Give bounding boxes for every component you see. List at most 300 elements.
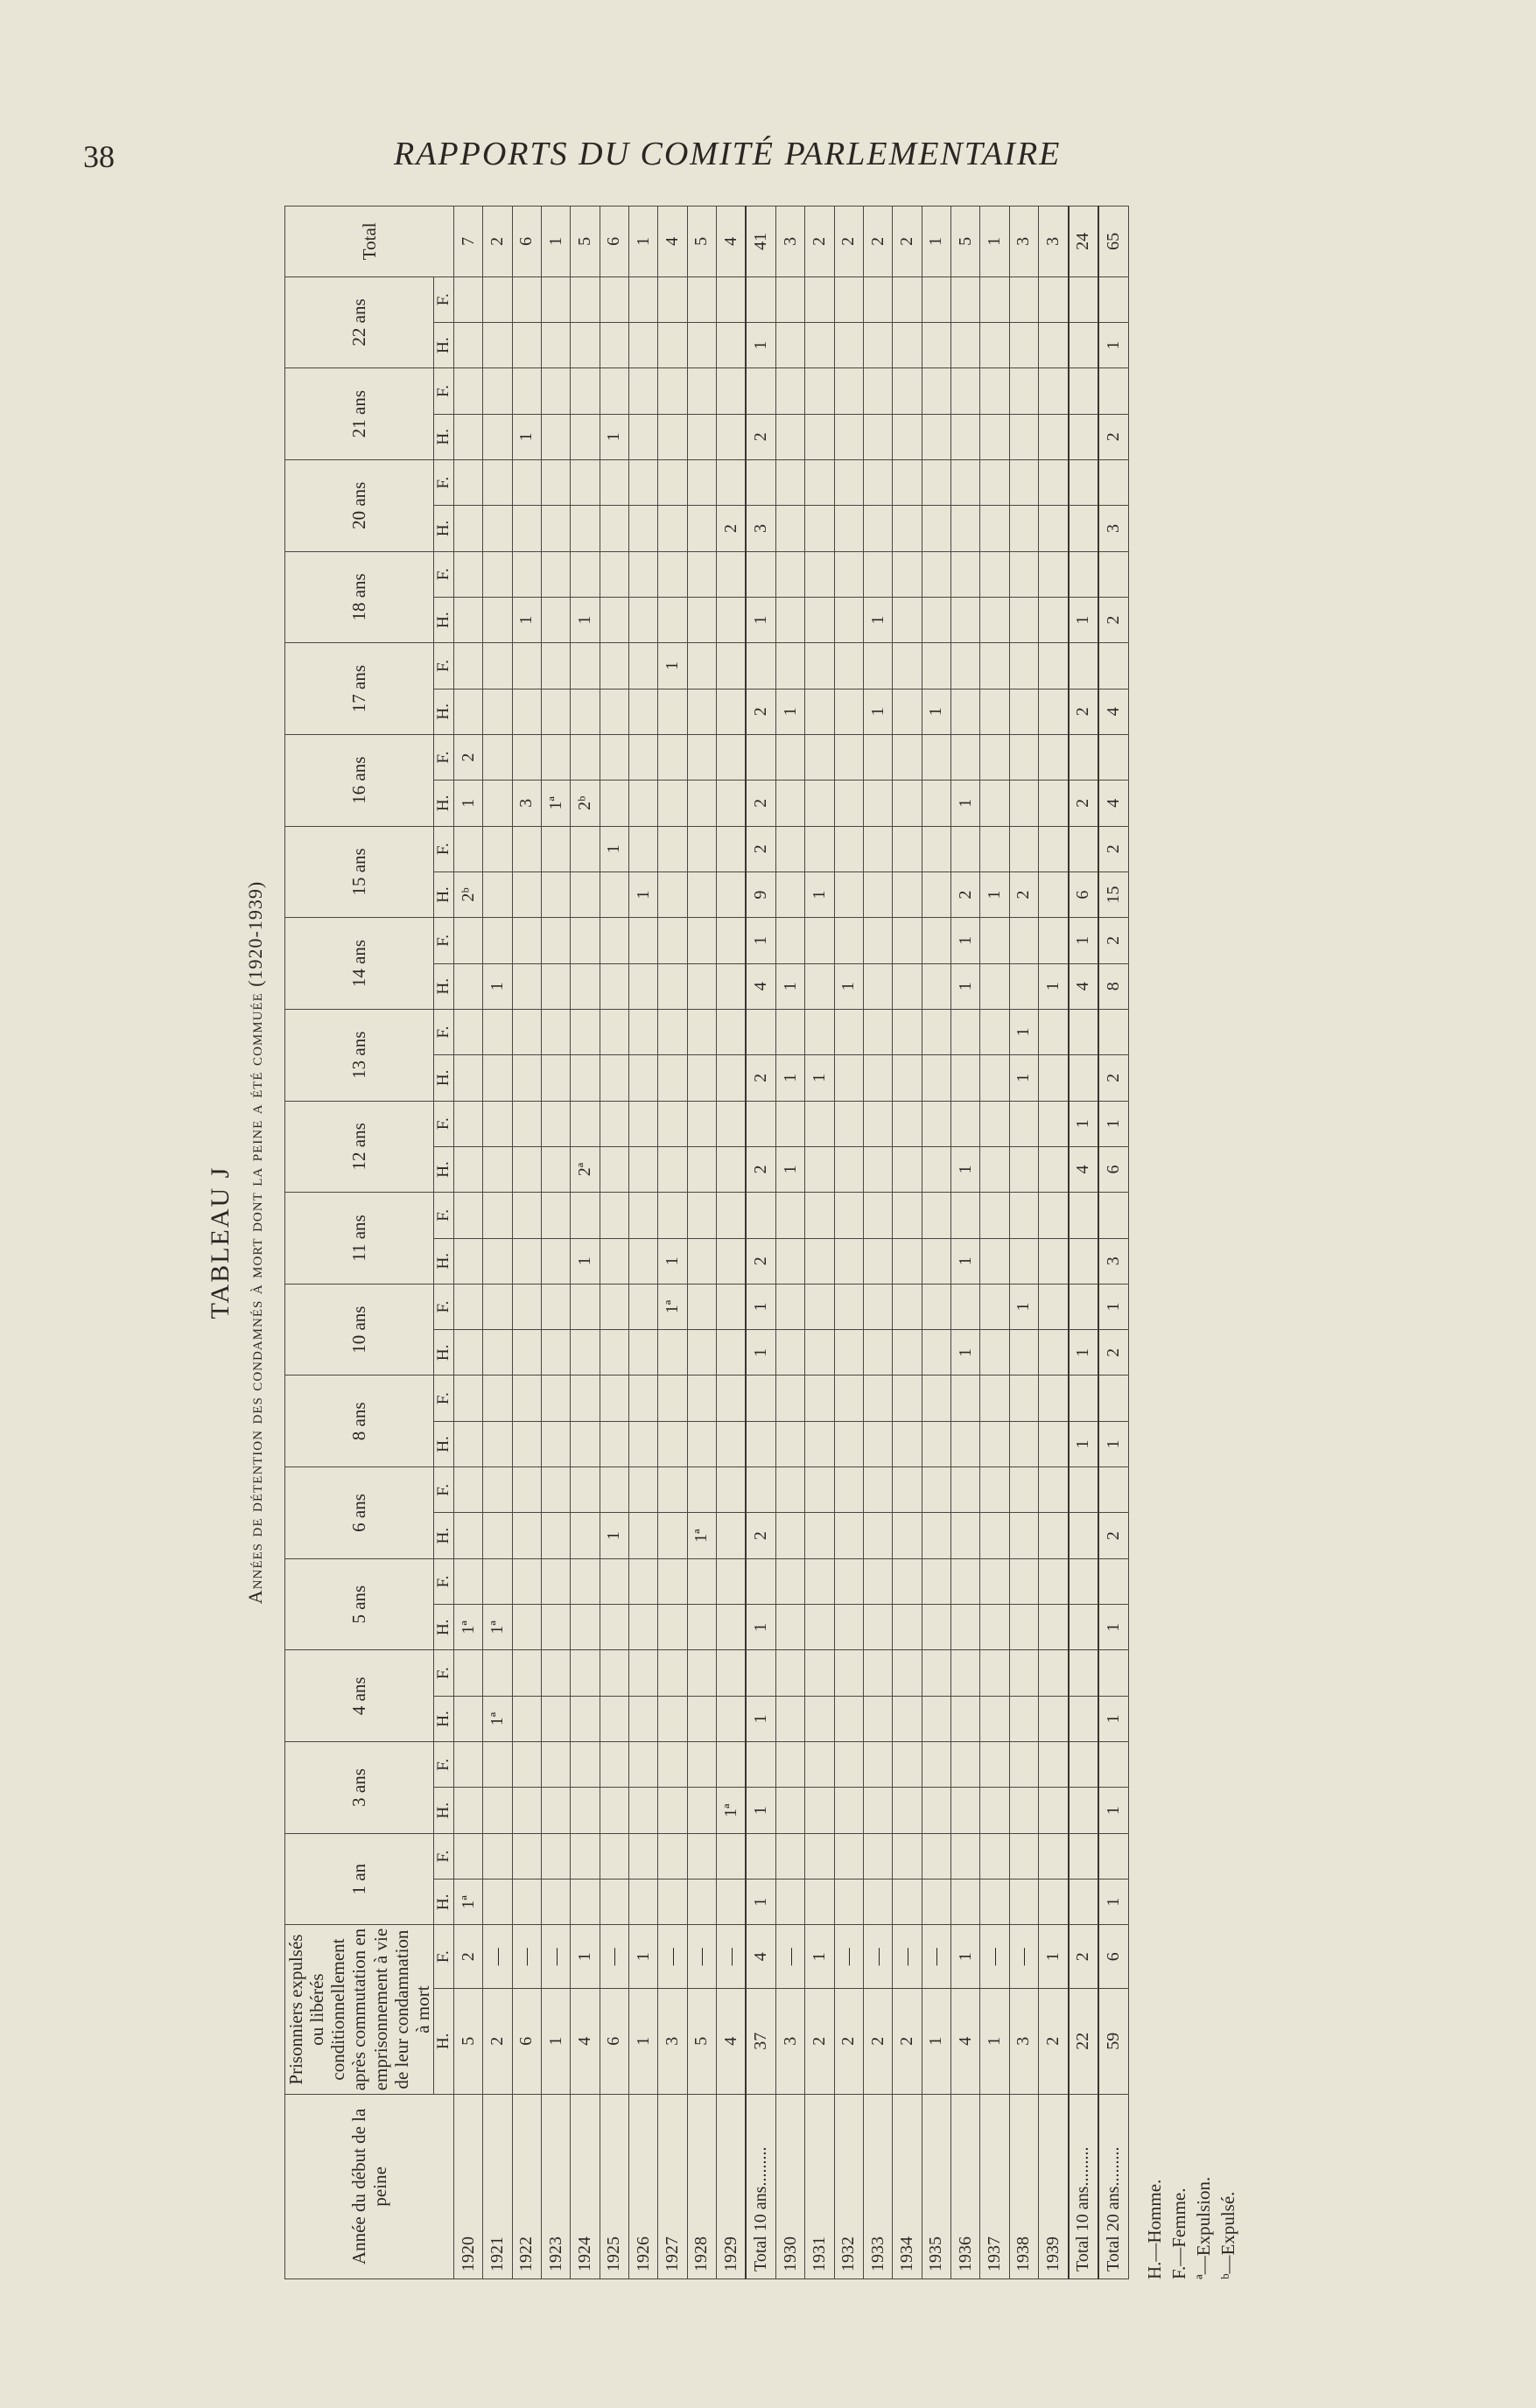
period-cell [1039, 872, 1069, 917]
period-cell [687, 780, 716, 826]
period-cell [980, 551, 1009, 597]
period-cell: 2 [453, 734, 482, 780]
period-cell [483, 597, 512, 642]
period-cell [864, 368, 893, 414]
period-cell [1009, 643, 1038, 689]
period-cell: 2ᵇ [571, 780, 600, 826]
period-cell [864, 1558, 893, 1604]
period-cell [1009, 1467, 1038, 1513]
period-cell [864, 1009, 893, 1054]
sex-header-f: F. [433, 1925, 453, 1988]
period-cell [628, 1513, 657, 1558]
period-sex-h: H. [433, 1788, 453, 1833]
period-cell [541, 1193, 570, 1238]
period-cell [512, 1284, 541, 1329]
period-cell: 1ª [658, 1284, 687, 1329]
period-cell [628, 1330, 657, 1376]
period-cell [775, 918, 804, 963]
period-cell [541, 734, 570, 780]
period-cell [600, 1421, 628, 1466]
period-cell [864, 1650, 893, 1696]
period-header: 4 ans [285, 1650, 434, 1742]
year-cell: 1933 [864, 2094, 893, 2278]
period-cell [893, 826, 922, 872]
period-cell [1009, 1833, 1038, 1879]
period-cell [453, 1696, 482, 1741]
period-cell [775, 1650, 804, 1696]
period-cell [864, 1101, 893, 1146]
period-cell [453, 1742, 482, 1788]
period-cell: 1 [775, 689, 804, 734]
footnote-expulsion: ª—Expulsion. [1193, 2176, 1214, 2279]
row-total-cell: 2 [864, 206, 893, 277]
period-cell [1069, 414, 1099, 459]
period-cell [1009, 918, 1038, 963]
year-cell: 1936 [951, 2094, 980, 2278]
period-cell [541, 1421, 570, 1466]
period-cell [716, 1238, 746, 1284]
period-cell [541, 689, 570, 734]
period-cell [1069, 1558, 1099, 1604]
period-cell: 1 [600, 414, 628, 459]
period-cell [687, 1742, 716, 1788]
row-total-cell: 6 [512, 206, 541, 277]
period-cell [687, 322, 716, 368]
period-cell [658, 1605, 687, 1650]
year-cell: 1924 [571, 2094, 600, 2278]
period-cell [600, 1193, 628, 1238]
period-cell [1098, 1376, 1128, 1421]
period-cell [1009, 1146, 1038, 1192]
period-cell [658, 1009, 687, 1054]
period-cell [658, 1513, 687, 1558]
period-cell [453, 322, 482, 368]
period-cell [687, 1833, 716, 1879]
period-cell: 1 [951, 963, 980, 1009]
table-row [541, 206, 570, 2279]
year-cell: 1923 [541, 2094, 570, 2278]
year-cell: 1926 [628, 2094, 657, 2278]
table-row [483, 206, 512, 2279]
period-cell [893, 689, 922, 734]
period-cell [687, 414, 716, 459]
period-sex-h: H. [433, 322, 453, 368]
period-cell [1069, 1238, 1099, 1284]
period-cell [980, 1742, 1009, 1788]
period-cell [775, 597, 804, 642]
period-cell: 2 [1069, 780, 1099, 826]
period-cell [834, 597, 863, 642]
period-cell [1039, 734, 1069, 780]
period-cell [951, 1880, 980, 1925]
table-subtitle: Années de détention des condamnés à mort dont la peine a été commuée (1920-1939) [244, 880, 266, 1605]
period-cell [864, 826, 893, 872]
period-header: 13 ans [285, 1009, 434, 1101]
period-cell [1039, 597, 1069, 642]
period-cell [1009, 689, 1038, 734]
period-cell [628, 734, 657, 780]
period-cell [951, 1742, 980, 1788]
period-cell [571, 506, 600, 551]
period-cell [775, 780, 804, 826]
period-cell [541, 459, 570, 505]
period-cell [541, 1558, 570, 1604]
prisoners-column-header: Prisonniers expulsés ou libérés conditionnellement après commutation en emprisonnement à vie de leur condamnation à mort [285, 1925, 434, 2094]
period-cell [571, 689, 600, 734]
period-cell [893, 1880, 922, 1925]
period-cell [775, 1558, 804, 1604]
period-cell [805, 918, 834, 963]
period-cell [893, 506, 922, 551]
period-cell [541, 414, 570, 459]
period-cell [1069, 1742, 1099, 1788]
prisoners-f-cell: — [922, 1925, 950, 1988]
period-cell [483, 551, 512, 597]
period-cell [1009, 1605, 1038, 1650]
period-cell [658, 1788, 687, 1833]
period-cell [483, 459, 512, 505]
period-cell [512, 963, 541, 1009]
period-cell [453, 1101, 482, 1146]
row-total-cell: 2 [834, 206, 863, 277]
period-cell [746, 1101, 775, 1146]
period-cell [658, 1650, 687, 1696]
period-cell [805, 1193, 834, 1238]
year-cell: 1925 [600, 2094, 628, 2278]
period-cell [512, 643, 541, 689]
period-cell [512, 1605, 541, 1650]
total-row [1098, 206, 1128, 2279]
period-cell: 1ª [687, 1513, 716, 1558]
period-cell [893, 1605, 922, 1650]
period-cell [628, 1376, 657, 1421]
period-cell [483, 1376, 512, 1421]
period-cell [834, 1788, 863, 1833]
period-cell [775, 506, 804, 551]
period-cell [805, 734, 834, 780]
period-cell [483, 1467, 512, 1513]
period-cell [746, 1833, 775, 1879]
period-cell [716, 1101, 746, 1146]
period-cell [1069, 734, 1099, 780]
period-sex-f: F. [433, 1833, 453, 1879]
period-cell [893, 734, 922, 780]
period-cell [687, 1055, 716, 1101]
period-cell: 1 [512, 597, 541, 642]
period-cell [864, 734, 893, 780]
period-sex-f: F. [433, 1558, 453, 1604]
period-cell [453, 689, 482, 734]
prisoners-f-cell: 1 [571, 1925, 600, 1988]
period-cell [1009, 368, 1038, 414]
period-cell [805, 826, 834, 872]
period-cell [805, 597, 834, 642]
period-cell [1039, 1421, 1069, 1466]
period-cell [483, 1833, 512, 1879]
period-cell [805, 1467, 834, 1513]
table-row [805, 206, 834, 2279]
period-cell [775, 1833, 804, 1879]
period-cell [1009, 1421, 1038, 1466]
period-cell [541, 1880, 570, 1925]
period-cell [805, 1788, 834, 1833]
period-cell [716, 368, 746, 414]
period-cell [571, 1193, 600, 1238]
period-cell [483, 734, 512, 780]
period-cell [746, 1421, 775, 1466]
year-cell: 1927 [658, 2094, 687, 2278]
period-cell [1069, 506, 1099, 551]
period-cell [541, 963, 570, 1009]
period-cell [600, 368, 628, 414]
row-total-cell: 1 [628, 206, 657, 277]
period-cell [951, 1650, 980, 1696]
period-cell [980, 826, 1009, 872]
period-cell [541, 1513, 570, 1558]
period-cell [453, 1467, 482, 1513]
period-cell [628, 1146, 657, 1192]
period-cell [951, 826, 980, 872]
period-cell [541, 1330, 570, 1376]
period-cell [716, 643, 746, 689]
period-cell [628, 1650, 657, 1696]
period-cell [980, 597, 1009, 642]
period-cell: 1 [1098, 1788, 1128, 1833]
period-sex-f: F. [433, 643, 453, 689]
year-cell: 1929 [716, 2094, 746, 2278]
period-cell [980, 1650, 1009, 1696]
period-cell [571, 551, 600, 597]
period-cell [951, 506, 980, 551]
period-cell [541, 1238, 570, 1284]
period-cell [893, 643, 922, 689]
period-cell [864, 1146, 893, 1192]
period-cell [893, 551, 922, 597]
period-cell [453, 1558, 482, 1604]
period-cell [453, 1330, 482, 1376]
period-cell [775, 1284, 804, 1329]
period-cell [628, 551, 657, 597]
period-cell [600, 506, 628, 551]
period-cell: 1 [571, 1238, 600, 1284]
period-cell [922, 1788, 950, 1833]
period-cell: 1 [1098, 1880, 1128, 1925]
period-cell [834, 1101, 863, 1146]
period-cell: 1 [775, 1146, 804, 1192]
period-cell [453, 1238, 482, 1284]
period-cell [1069, 1467, 1099, 1513]
period-cell [922, 506, 950, 551]
header-row-periods [285, 206, 434, 2279]
prisoners-h-cell: 6 [600, 1988, 628, 2094]
prisoners-h-cell: 1 [980, 1988, 1009, 2094]
period-cell [951, 1788, 980, 1833]
period-cell [658, 1696, 687, 1741]
period-cell [658, 1055, 687, 1101]
period-cell [1039, 1146, 1069, 1192]
period-cell: 1 [746, 1330, 775, 1376]
period-cell [834, 1833, 863, 1879]
period-cell [1009, 1101, 1038, 1146]
period-sex-h: H. [433, 1238, 453, 1284]
period-cell [716, 322, 746, 368]
period-cell [628, 506, 657, 551]
period-cell [600, 1238, 628, 1284]
period-cell [512, 1101, 541, 1146]
period-cell [716, 459, 746, 505]
period-cell [571, 368, 600, 414]
period-cell [893, 1558, 922, 1604]
period-cell: 2 [746, 414, 775, 459]
period-cell: 6 [1098, 1146, 1128, 1192]
period-cell [600, 1376, 628, 1421]
period-cell [1098, 276, 1128, 322]
period-cell [658, 918, 687, 963]
period-cell [716, 1650, 746, 1696]
period-cell [628, 780, 657, 826]
period-cell [1009, 826, 1038, 872]
period-cell [1009, 1193, 1038, 1238]
period-cell [951, 1696, 980, 1741]
period-cell [1039, 1513, 1069, 1558]
period-cell [834, 1376, 863, 1421]
period-cell [893, 414, 922, 459]
period-cell [453, 1833, 482, 1879]
period-cell [571, 826, 600, 872]
period-cell [834, 1238, 863, 1284]
period-cell: 2 [951, 872, 980, 917]
period-cell [922, 459, 950, 505]
period-cell [716, 689, 746, 734]
period-sex-h: H. [433, 1605, 453, 1650]
period-cell [483, 826, 512, 872]
period-cell [716, 597, 746, 642]
period-cell [864, 1467, 893, 1513]
period-cell [512, 551, 541, 597]
prisoners-h-cell: 6 [512, 1988, 541, 2094]
period-cell [1039, 1558, 1069, 1604]
period-cell [571, 1101, 600, 1146]
prisoners-h-cell: 3 [775, 1988, 804, 2094]
footnote-femme: F.—Femme. [1168, 2188, 1189, 2279]
period-cell [1069, 1880, 1099, 1925]
period-sex-f: F. [433, 1193, 453, 1238]
row-total-cell: 4 [658, 206, 687, 277]
period-cell: 9 [746, 872, 775, 917]
period-cell [1069, 1605, 1099, 1650]
period-cell [980, 506, 1009, 551]
period-cell [1069, 1696, 1099, 1741]
period-cell [512, 1650, 541, 1696]
period-cell [1009, 1696, 1038, 1741]
period-cell [600, 1009, 628, 1054]
period-cell [687, 1880, 716, 1925]
period-cell: 2 [746, 780, 775, 826]
period-cell: 1 [746, 1880, 775, 1925]
period-cell [1009, 1742, 1038, 1788]
period-cell [687, 459, 716, 505]
period-cell [1069, 1284, 1099, 1329]
period-sex-f: F. [433, 1101, 453, 1146]
period-cell [600, 1605, 628, 1650]
period-cell [658, 414, 687, 459]
period-cell [716, 780, 746, 826]
period-cell [687, 1467, 716, 1513]
period-cell [453, 1788, 482, 1833]
period-cell [775, 322, 804, 368]
period-cell [716, 1696, 746, 1741]
row-total-cell: 2 [805, 206, 834, 277]
period-cell [1039, 1376, 1069, 1421]
period-sex-h: H. [433, 872, 453, 917]
row-total-cell: 1 [980, 206, 1009, 277]
period-cell: 6 [1069, 872, 1099, 917]
period-cell [453, 551, 482, 597]
period-cell [658, 368, 687, 414]
prisoners-f-cell: 4 [746, 1925, 775, 1988]
period-cell [716, 1742, 746, 1788]
period-cell [775, 1193, 804, 1238]
period-cell [893, 1193, 922, 1238]
period-cell [951, 414, 980, 459]
period-cell [1039, 689, 1069, 734]
period-header: 21 ans [285, 368, 434, 460]
period-cell [893, 1376, 922, 1421]
year-cell: 1939 [1039, 2094, 1069, 2278]
year-cell: 1931 [805, 2094, 834, 2278]
period-cell [864, 414, 893, 459]
period-cell [453, 597, 482, 642]
prisoners-h-cell: 4 [716, 1988, 746, 2094]
period-cell: 2 [746, 1513, 775, 1558]
period-cell [864, 643, 893, 689]
period-cell: 3 [746, 506, 775, 551]
period-cell [1039, 506, 1069, 551]
period-cell [864, 1330, 893, 1376]
period-cell [1098, 1650, 1128, 1696]
prisoners-f-cell: — [1009, 1925, 1038, 1988]
period-cell [1009, 1558, 1038, 1604]
period-cell: 1 [746, 1605, 775, 1650]
detention-table [284, 206, 1129, 2279]
period-cell [980, 1376, 1009, 1421]
period-cell [541, 1009, 570, 1054]
period-cell [483, 368, 512, 414]
period-cell [1009, 780, 1038, 826]
period-cell [805, 1742, 834, 1788]
period-cell [1009, 459, 1038, 505]
period-cell [922, 1238, 950, 1284]
period-cell [951, 551, 980, 597]
period-cell: 1 [1069, 1101, 1099, 1146]
period-cell [600, 1696, 628, 1741]
period-cell [453, 1376, 482, 1421]
row-total-cell: 3 [775, 206, 804, 277]
prisoners-f-cell: — [864, 1925, 893, 1988]
period-cell [512, 826, 541, 872]
period-cell [980, 414, 1009, 459]
prisoners-f-cell: — [716, 1925, 746, 1988]
period-cell [834, 506, 863, 551]
period-cell: 1 [1039, 963, 1069, 1009]
period-cell [658, 826, 687, 872]
table-row [716, 206, 746, 2279]
period-cell [834, 1146, 863, 1192]
period-cell [571, 1605, 600, 1650]
period-cell [805, 1238, 834, 1284]
period-cell [512, 1376, 541, 1421]
period-cell [658, 780, 687, 826]
